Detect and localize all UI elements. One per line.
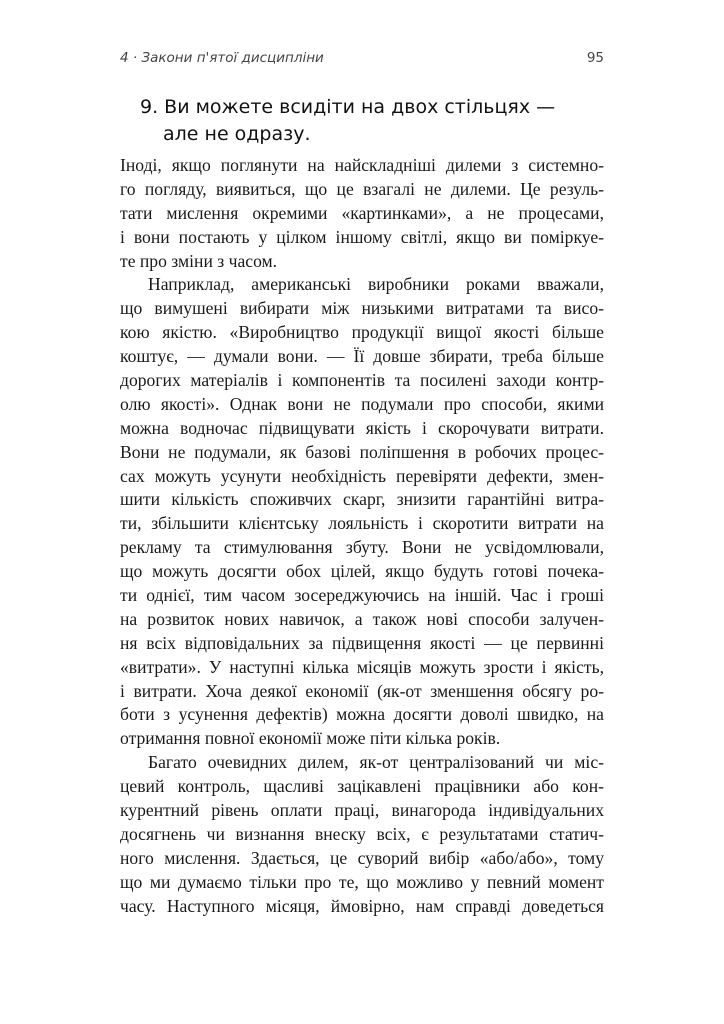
text-line: отримання повної економії може піти кілька років. [120, 728, 501, 749]
text-line: ти однієї, тим часом зосереджуючись на іншій. Час і гроші [120, 585, 604, 606]
text-line: можна водночас підвищувати якість і скорочувати витрати. [120, 417, 604, 438]
text-line: що можуть досягти обох цілей, якщо будуть готові почека- [120, 561, 604, 582]
text-line: олю якості». Однак вони не подумали про способи, якими [120, 393, 604, 414]
running-header [120, 50, 604, 70]
text-line: що вимушені вибирати між низькими витратами та висо- [120, 298, 604, 319]
text-line: Вони не подумали, як базові поліпшення в робочих процес- [120, 441, 604, 462]
body-text [120, 154, 604, 919]
text-line: ного мислення. Здається, це суворий вибір «або/або», тому [120, 847, 604, 868]
text-line: ня всіх відповідальних за підвищення якості — це первинні [120, 632, 604, 653]
section-heading [140, 94, 560, 148]
text-line: Багато очевидних дилем, як-от централізований чи міс- [148, 752, 604, 773]
text-line: ти, збільшити клієнтську лояльність і скоротити витрати на [120, 513, 604, 534]
text-line: сах можуть усунути необхідність перевіряти дефекти, змен- [120, 465, 604, 486]
text-line: і витрати. Хоча деякої економії (як-от зменшення обсягу ро- [120, 680, 604, 701]
text-line: часу. Наступного місяця, ймовірно, нам справді доведеться [120, 895, 604, 916]
text-line: кою якістю. «Виробництво продукції вищої якості більше [120, 322, 604, 343]
text-line: тати мислення окремими «картинками», а не процесами, [120, 202, 604, 223]
text-line: коштує, — думали вони. — Її довше збирати, треба більше [120, 346, 604, 367]
text-line: на розвиток нових навичок, а також нові способи залучен- [120, 608, 604, 629]
text-line: рекламу та стимулювання збуту. Вони не усвідомлювали, [120, 537, 604, 558]
text-line: Іноді, якщо поглянути на найскладніші дилеми з системно- [120, 155, 604, 175]
text-line: Наприклад, американські виробники роками вважали, [148, 274, 604, 295]
text-line: шити кількість споживчих скарг, знизити гарантійні витра- [120, 489, 604, 510]
text-line: курентний рівень оплати праці, винагорода індивідуальних [120, 800, 604, 821]
text-line: що ми думаємо тільки про те, що можливо у певний момент [120, 871, 604, 892]
text-line: цевий контроль, щасливі зацікавлені працівники або кон- [120, 776, 604, 797]
text-line: «витрати». У наступні кілька місяців можуть зрости і якість, [120, 656, 604, 677]
text-line: дорогих матеріалів і компонентів та посилені заходи контр- [120, 370, 604, 391]
section-heading-line-1: 9. Ви можете всидіти на двох стільцях — [140, 96, 556, 118]
text-line: го погляду, виявиться, що це взагалі не дилеми. Це резуль- [120, 178, 604, 199]
text-line: боти з усунення дефектів) можна досягти доволі швидко, на [120, 704, 604, 725]
section-heading-line-2: але не одразу. [163, 123, 311, 145]
text-line: досягнень чи визнання внеску всіх, є результатами статич- [120, 823, 604, 844]
page-number: 95 [586, 50, 604, 66]
text-line: і вони постають у цілком іншому світлі, якщо ви поміркуе- [120, 226, 604, 247]
chapter-title: 4 · Закони п'ятої дисципліни [120, 50, 324, 66]
text-line: те про зміни з часом. [120, 250, 278, 271]
